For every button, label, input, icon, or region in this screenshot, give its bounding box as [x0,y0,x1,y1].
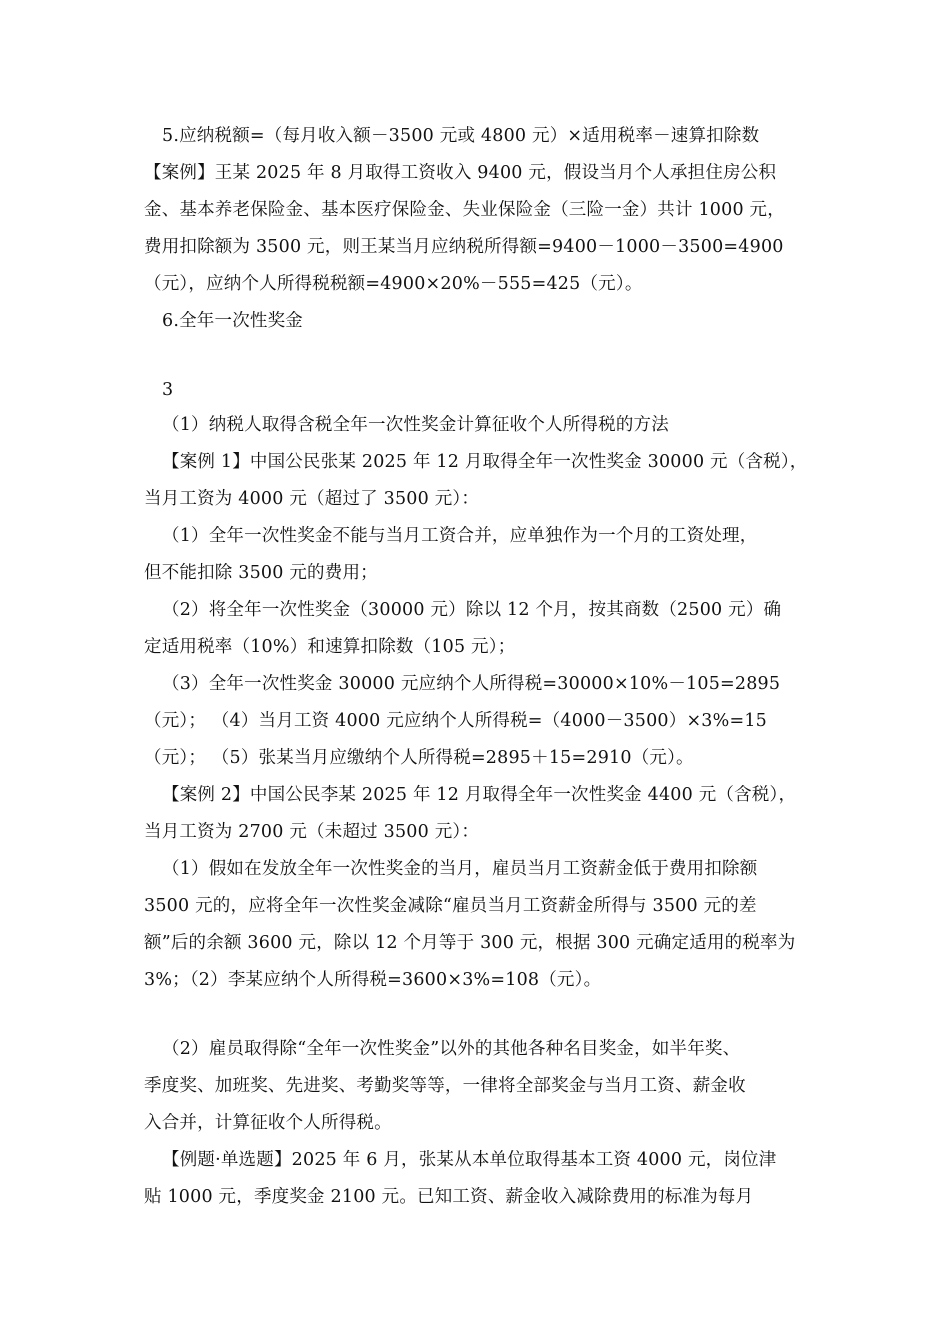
case-2-step-line: 3500 元的，应将全年一次性奖金减除“雇员当月工资薪金所得与 3500 元的差 [144,896,757,916]
formula-line: 5.应纳税额=（每月收入额－3500 元或 4800 元）×适用税率－速算扣除数 [162,126,760,146]
subsection-paragraph-line: （2）雇员取得除“全年一次性奖金”以外的其他各种名目奖金，如半年奖、 [162,1039,741,1059]
case-paragraph-line: 【案例】王某 2025 年 8 月取得工资收入 9400 元，假设当月个人承担住房公积 [144,163,777,183]
case-1-step-line: （2）将全年一次性奖金（30000 元）除以 12 个月，按其商数（2500 元）确 [162,600,782,620]
case-2-line: 【案例 2】中国公民李某 2025 年 12 月取得全年一次性奖金 4400 元（含税）， [162,785,797,805]
case-1-step-line: （3）全年一次性奖金 30000 元应纳个人所得税=30000×10%－105=2895 [162,674,781,694]
page-number: 3 [162,380,174,400]
case-2-step-line: 3%；（2）李某应纳个人所得税=3600×3%=108（元）。 [144,970,602,990]
case-1-step-line: 定适用税率（10%）和速算扣除数（105 元）； [144,637,516,657]
case-1-step-line: （1）全年一次性奖金不能与当月工资合并，应单独作为一个月的工资处理， [162,526,758,546]
subsection-paragraph-line: 入合并，计算征收个人所得税。 [144,1113,392,1133]
case-2-step-line: （1）假如在发放全年一次性奖金的当月，雇员当月工资薪金低于费用扣除额 [162,859,758,879]
case-2-line: 当月工资为 2700 元（未超过 3500 元）： [144,822,480,842]
case-paragraph-line: 金、基本养老保险金、基本医疗保险金、失业保险金（三险一金）共计 1000 元， [144,200,785,220]
section-heading: 6.全年一次性奖金 [162,311,303,331]
case-1-step-line: 但不能扣除 3500 元的费用； [144,563,378,583]
case-1-line: 当月工资为 4000 元（超过了 3500 元）： [144,489,480,509]
case-2-step-line: 额”后的余额 3600 元，除以 12 个月等于 300 元，根据 300 元确定适用的税率为 [144,933,796,953]
case-1-step-line: （元）； （4）当月工资 4000 元应纳个人所得税=（4000－3500）×3%=15 [144,711,767,731]
subsection-heading: （1）纳税人取得含税全年一次性奖金计算征收个人所得税的方法 [162,415,669,435]
case-paragraph-line: 费用扣除额为 3500 元，则王某当月应纳税所得额=9400－1000－3500=4900 [144,237,784,257]
case-1-step-line: （元）； （5）张某当月应缴纳个人所得税=2895＋15=2910（元）。 [144,748,694,768]
case-1-line: 【案例 1】中国公民张某 2025 年 12 月取得全年一次性奖金 30000 元（含税）， [162,452,808,472]
case-paragraph-line: （元），应纳个人所得税税额=4900×20%－555=425（元）。 [144,274,643,294]
example-question-line: 【例题·单选题】2025 年 6 月，张某从本单位取得基本工资 4000 元，岗位津 [162,1150,777,1170]
example-question-line: 贴 1000 元，季度奖金 2100 元。已知工资、薪金收入减除费用的标准为每月 [144,1187,754,1207]
subsection-paragraph-line: 季度奖、加班奖、先进奖、考勤奖等等，一律将全部奖金与当月工资、薪金收 [144,1076,746,1096]
